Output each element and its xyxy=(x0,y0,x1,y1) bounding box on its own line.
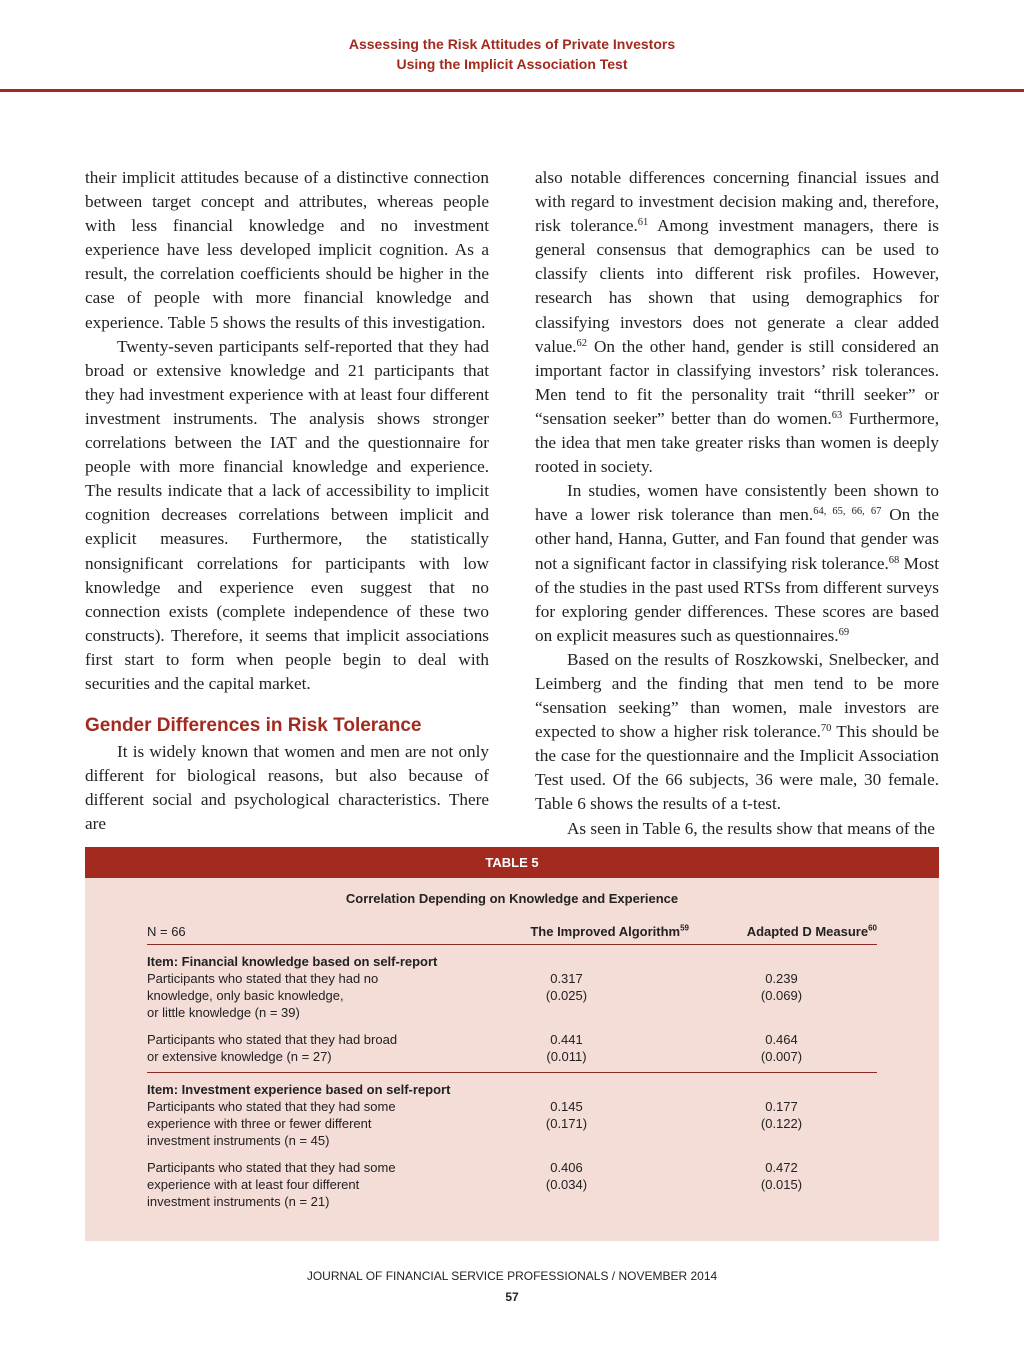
left-column xyxy=(85,166,489,836)
algorithm-value: 0.317 (0.025) xyxy=(545,971,588,1004)
footnote-ref: 63 xyxy=(831,409,843,421)
running-header-line-2: Using the Implicit Association Test xyxy=(396,56,628,72)
page-number: 57 xyxy=(505,1290,519,1304)
row-label: Participants who stated that they had no knowledge, only basic knowledge, or little knowledge (n = 39) xyxy=(147,971,379,1021)
paragraph: Twenty-seven participants self-reported that they had broad or extensive knowledge and 21 participants that they had investment experience with at least four different investment instruments. The analysis shows stronger correlations between the IAT and the questionnaire for people with more financial knowledge and experience. The results indicate that a lack of accessibility to implicit cognition decreases correlations between implicit and explicit measures. Furthermore, the statistically nonsignificant correlations for participants with low knowledge and experience even suggest that no connection exists (complete independence of these two constructs). Therefore, it seems that implicit associations first start to form when people begin to deal with securities and the capital market. xyxy=(85,336,489,693)
paragraph: In studies, women have consistently been shown to have a lower risk tolerance than men.$^{64, 65, 66, 67}$ On the other hand, Hanna, Gutter, and Fan found that gender was not a significant factor in classifying risk tolerance.$^{68}$ Most of the studies in the past used RTSs from different surveys for exploring gender differences. These scores are based on explicit measures such as questionnaires.$^{69}$ xyxy=(535,481,940,645)
d-measure-value: 0.239 (0.069) xyxy=(760,971,803,1004)
table-group-knowledge xyxy=(147,945,877,1072)
footnote-ref: 61 xyxy=(637,217,649,229)
table-row xyxy=(147,970,877,1022)
table-group-experience xyxy=(147,1072,877,1217)
table-row xyxy=(147,1159,877,1211)
row-label: Participants who stated that they had some experience with three or fewer different investment instruments (n = 45) xyxy=(147,1099,396,1149)
footnote-ref: 60 xyxy=(868,923,877,933)
algorithm-value: 0.441 (0.011) xyxy=(546,1031,587,1064)
footnote-ref: 64, 65, 66, 67 xyxy=(813,506,882,518)
footnote-ref: 68 xyxy=(888,554,900,566)
journal-footer: JOURNAL OF FINANCIAL SERVICE PROFESSIONALS / NOVEMBER 2014 xyxy=(306,1269,718,1283)
table-row xyxy=(147,1031,877,1065)
table-row xyxy=(147,1098,877,1150)
section-heading: Gender Differences in Risk Tolerance xyxy=(85,715,422,737)
paragraph: also notable differences concerning financial issues and with regard to investment decision making and, therefore, risk tolerance.$^{61}$ Among investment managers, there is general consensus that demographics can be used to classify clients into different risk profiles. However, research has shown that using demographics for classifying investors does not generate a clear added value.$^{62}$ On the other hand, gender is still considered an important factor in classifying investors’ risk tolerances. Men tend to fit the personality trait “thrill seeker” or “sensation seeker” better than do women.$^{63}$ Furthermore, the idea that men take greater risks than women is deeply rooted in society. xyxy=(535,168,939,477)
row-label: Participants who stated that they had some experience with at least four different investment instruments (n = 21) xyxy=(147,1159,396,1210)
header-n: N = 66 xyxy=(147,924,186,939)
table-header-row xyxy=(147,921,877,945)
running-header-line-1: Assessing the Risk Attitudes of Private Investors xyxy=(348,36,676,52)
table-5 xyxy=(85,847,939,1241)
d-measure-value: 0.177 (0.122) xyxy=(760,1099,803,1132)
footnote-ref: 69 xyxy=(838,626,850,638)
paragraph: It is widely known that women and men are not only different for biological reasons, but also because of different social and psychological characteristics. There are xyxy=(85,742,489,834)
footnote-ref: 70 xyxy=(820,723,832,735)
header-adapted-d-measure: Adapted D Measure$^{60}$ xyxy=(746,923,877,939)
table-label: TABLE 5 xyxy=(85,847,939,878)
table-title: Correlation Depending on Knowledge and Experience xyxy=(345,891,679,906)
footnote-ref: 59 xyxy=(680,923,689,933)
paragraph: As seen in Table 6, the results show that means of the xyxy=(567,818,935,838)
algorithm-value: 0.145 (0.171) xyxy=(545,1099,588,1132)
group-title: Item: Financial knowledge based on self-report xyxy=(147,954,438,969)
paragraph: their implicit attitudes because of a distinctive connection between target concept and attributes, whereas people with less financial knowledge and no investment experience have less developed implicit cognition. As a result, the correlation coefficients should be higher in the case of people with more financial knowledge and experience. Table 5 shows the results of this investigation. xyxy=(85,168,489,332)
d-measure-value: 0.472 (0.015) xyxy=(760,1159,803,1192)
header-improved-algorithm: The Improved Algorithm$^{59}$ xyxy=(530,923,689,939)
algorithm-value: 0.406 (0.034) xyxy=(545,1159,588,1192)
table-body xyxy=(147,921,877,1217)
d-measure-value: 0.464 (0.007) xyxy=(760,1031,803,1064)
footnote-ref: 62 xyxy=(576,337,588,349)
running-header xyxy=(0,34,1024,74)
right-column xyxy=(535,166,939,841)
group-title: Item: Investment experience based on self-report xyxy=(147,1082,451,1098)
paragraph: Based on the results of Roszkowski, Snelbecker, and Leimberg and the finding that men tend to be more “sensation seeking” than women, male investors are expected to show a higher risk tolerance.$^{70}$ This should be the case for the questionnaire and the Implicit Association Test used. Of the 66 subjects, 36 were male, 30 female. Table 6 shows the results of a t-test. xyxy=(535,649,939,814)
row-label: Participants who stated that they had broad or extensive knowledge (n = 27) xyxy=(147,1031,398,1064)
header-rule xyxy=(0,89,1024,92)
